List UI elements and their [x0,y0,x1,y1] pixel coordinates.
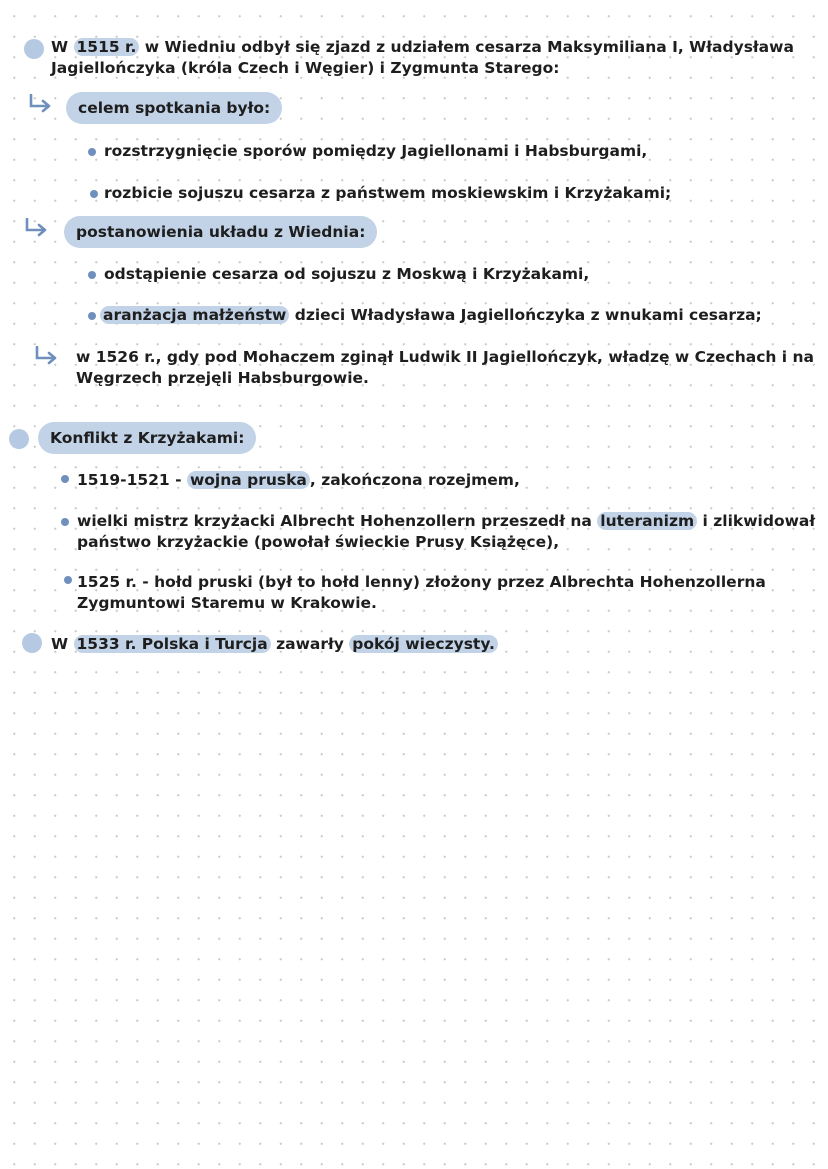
text: , zakończona rozejmem, [309,471,520,489]
section-3-line-2: Węgrzech przejęli Habsburgowie. [76,369,369,387]
highlight: aranżacja małżeństw [100,306,289,324]
circle-bullet-icon [24,39,44,59]
bullet-dot-icon [64,576,72,584]
bullet-item: rozbicie sojuszu cesarza z państwem moskiewskim i Krzyżakami; [104,184,672,202]
text: wielki mistrz krzyżacki Albrecht Hohenzollern przeszedł na [77,512,598,530]
highlight: pokój wieczysty. [349,635,498,653]
arrow-return-icon [34,346,60,366]
text: zawarły [270,635,350,653]
text: i zlikwidował [697,512,816,530]
highlight: 1533 r. Polska i Turcja [74,635,271,653]
bullet-dot-icon [90,190,98,198]
highlight: 1515 r. [74,38,140,56]
arrow-return-icon [28,94,54,114]
text: W [51,635,74,653]
bullet-item [77,470,520,491]
section-label-postanowienia: postanowienia układu z Wiednia: [64,216,377,248]
bullet-dot-icon [88,271,96,279]
circle-bullet-icon [22,633,42,653]
bullet-item [100,305,762,326]
section-3-line-1: w 1526 r., gdy pod Mohaczem zginął Ludwik II Jagiellończyk, władzę w Czechach i na [76,348,815,366]
bullet-item: 1525 r. - hołd pruski (był to hołd lenny) złożony przez Albrechta Hohenzollerna [77,573,766,591]
bullet-item [77,511,815,532]
highlight: luteranizm [597,512,697,530]
bullet-item: odstąpienie cesarza od sojuszu z Moskwą i Krzyżakami, [104,265,590,283]
text: w Wiedniu odbył się zjazd z udziałem cesarza Maksymiliana I, Władysława [139,38,794,56]
paragraph-1-line-2: Jagiellończyka (króla Czech i Węgier) i Zygmunta Starego: [51,59,560,77]
bullet-dot-icon [88,312,96,320]
text: W [51,38,74,56]
bullet-dot-icon [88,148,96,156]
bullet-dot-icon [61,518,69,526]
paragraph-1-line-1 [51,37,794,58]
bullet-item: rozstrzygnięcie sporów pomiędzy Jagiellonami i Habsburgami, [104,142,648,160]
bullet-dot-icon [61,475,69,483]
bullet-item-line-2: Zygmuntowi Staremu w Krakowie. [77,594,377,612]
bullet-item-line-2: państwo krzyżackie (powołał świeckie Prusy Książęce), [77,533,560,551]
highlight: wojna pruska [187,471,310,489]
circle-bullet-icon [9,429,29,449]
text: 1519-1521 - [77,471,187,489]
paragraph-3 [51,634,498,655]
section-label-celem: celem spotkania było: [66,92,282,124]
arrow-return-icon [24,218,50,238]
text: dzieci Władysława Jagiellończyka z wnukami cesarza; [289,306,762,324]
section-label-konflikt: Konflikt z Krzyżakami: [38,422,256,454]
